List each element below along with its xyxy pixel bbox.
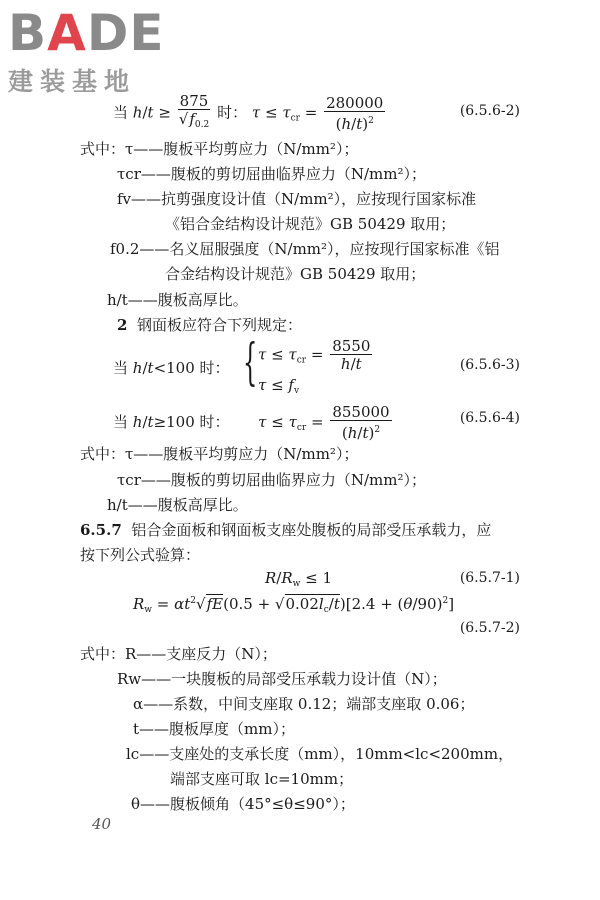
def-line: Rw——一块腹板的局部受压承载力设计值（N）； [117, 670, 447, 688]
logo-wordmark: BADE [8, 4, 165, 62]
left-brace: { [243, 333, 258, 391]
equation-6-5-6-3-line1: $\tau \le \tau_{cr}$ = $\frac{8550}{h/t}$ [258, 337, 371, 373]
equation-number: (6.5.6-4) [459, 410, 520, 426]
equation-6-5-6-2: 当 h/t ≥ $\frac{875}{√f_{0.2}}$ 时： $\tau \le \tau_{cr}$ = $\frac{280000}{(h/t)^2}$ [113, 92, 384, 133]
equation-number: (6.5.7-2) [459, 620, 520, 636]
def-line: lc——支座处的支承长度（mm），10mm<lc<200mm， [126, 745, 514, 763]
equation-6-5-6-4: 当 h/t≥100 时： $\tau \le \tau_{cr}$ = $\frac{855000}{(h/t)^2}$ [113, 403, 390, 442]
equation-6-5-7-2: $R_w = \alpha t^2√fE(0.5 + √0.02l_c/t)[2.4 + (\theta/90)^2]$ [133, 595, 455, 615]
equation-6-5-7-1: $R/R_w \le 1$ [265, 569, 333, 589]
def-line: 《铝合金结构设计规范》GB 50429 取用； [165, 215, 456, 233]
def-line: 式中：τ——腹板平均剪应力（N/mm²）； [80, 140, 359, 158]
page-number: 40 [92, 815, 112, 833]
def-line: θ——腹板倾角（45°≤θ≤90°）； [131, 795, 355, 813]
bade-logo [8, 4, 183, 96]
def-line: 端部支座可取 lc=10mm； [170, 770, 354, 788]
def-line: fv——抗剪强度设计值（N/mm²），应按现行国家标准 [117, 190, 477, 208]
def-line: 式中：R——支座反力（N）； [80, 645, 277, 663]
def-line: h/t——腹板高厚比。 [107, 291, 248, 309]
def-line: τcr——腹板的剪切屈曲临界应力（N/mm²）； [117, 471, 427, 489]
equation-number: (6.5.6-2) [459, 103, 520, 119]
equation-6-5-6-3-line2: $\tau \le f_v$ [258, 376, 300, 396]
equation-number: (6.5.6-3) [459, 357, 520, 373]
def-line: τcr——腹板的剪切屈曲临界应力（N/mm²）； [117, 165, 427, 183]
def-line: 合金结构设计规范》GB 50429 取用； [165, 265, 426, 283]
list-item-2: 2 钢面板应符合下列规定： [117, 316, 302, 334]
logo-subtitle: 建装基地 [8, 67, 137, 96]
equation-6-5-6-3-condition: 当 h/t<100 时： [113, 359, 230, 377]
def-line: 式中：τ——腹板平均剪应力（N/mm²）； [80, 445, 359, 463]
def-line: t——腹板厚度（mm）； [133, 720, 295, 738]
def-line: f0.2——名义屈服强度（N/mm²），应按现行国家标准《铝 [110, 240, 500, 258]
section-6-5-7: 6.5.7 铝合金面板和钢面板支座处腹板的局部受压承载力，应 [80, 521, 492, 539]
section-6-5-7-cont: 按下列公式验算： [80, 546, 201, 564]
def-line: α——系数，中间支座取 0.12；端部支座取 0.06； [133, 695, 475, 713]
def-line: h/t——腹板高厚比。 [107, 496, 248, 514]
equation-number: (6.5.7-1) [459, 570, 520, 586]
